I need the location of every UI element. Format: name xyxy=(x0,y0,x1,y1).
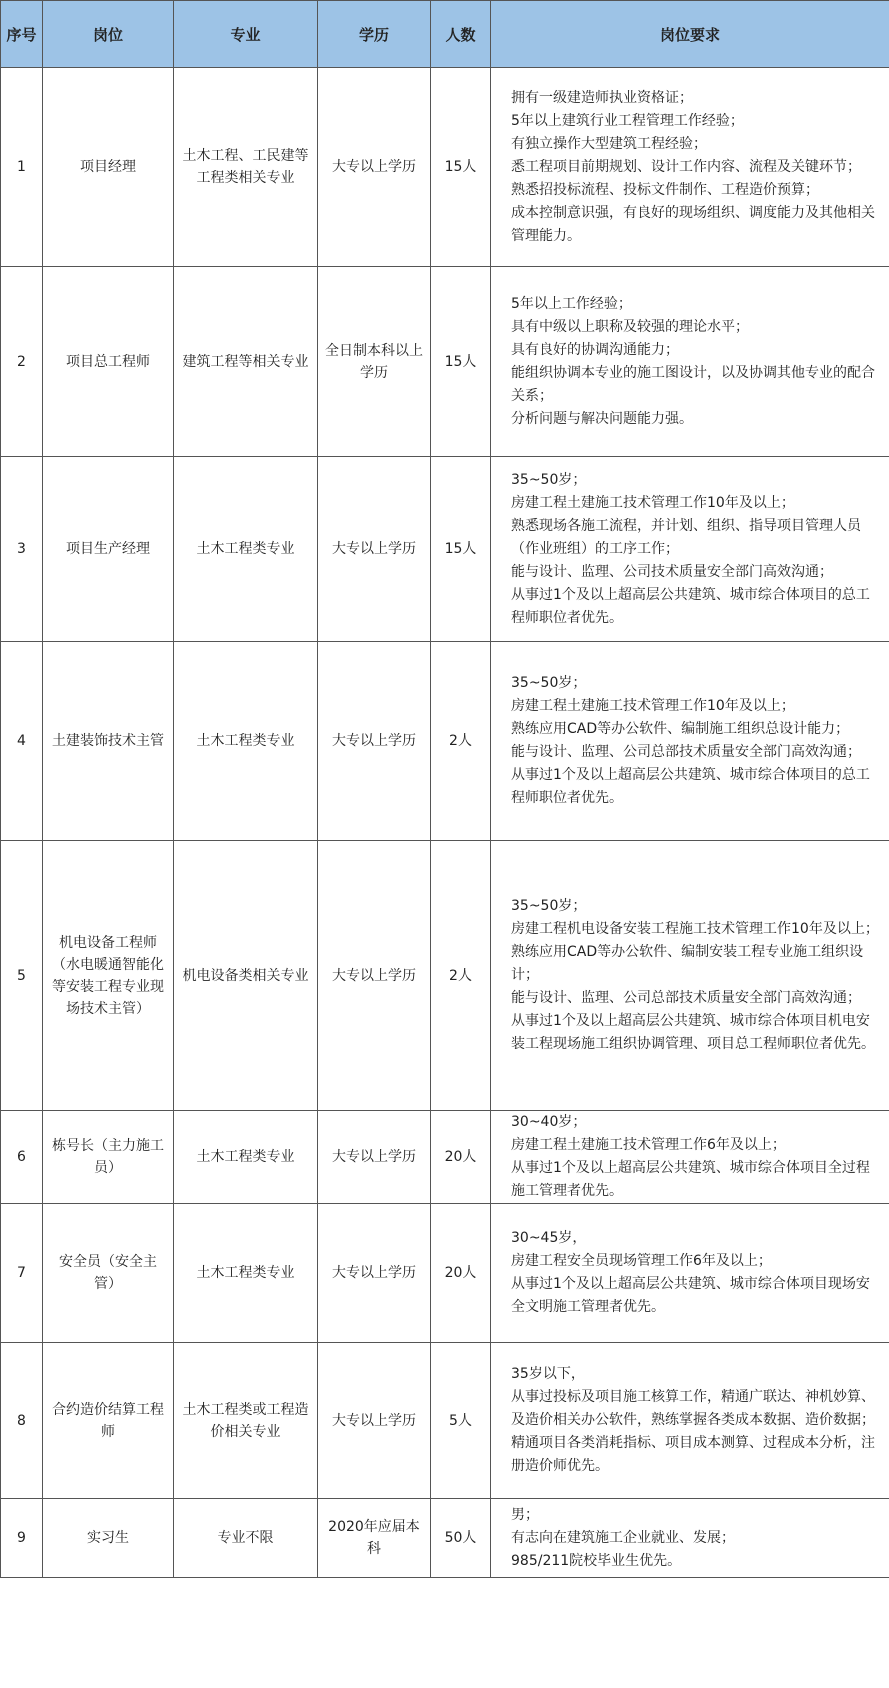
table-row xyxy=(1,841,889,1111)
table-row xyxy=(1,457,889,642)
requirement-line: 分析问题与解决问题能力强。 xyxy=(511,410,693,427)
cell-count: 20人 xyxy=(431,1204,491,1343)
cell-requirements xyxy=(491,68,889,267)
requirement-line: 成本控制意识强，有良好的现场组织、调度能力及其他相关管理能力。 xyxy=(511,204,875,244)
cell-major: 机电设备类相关专业 xyxy=(174,841,318,1111)
header-count: 人数 xyxy=(431,1,491,68)
cell-education: 大专以上学历 xyxy=(318,1204,431,1343)
requirement-line: 男； xyxy=(511,1506,539,1523)
requirement-line: 35~50岁； xyxy=(511,675,587,691)
cell-major: 土木工程类专业 xyxy=(174,1204,318,1343)
cell-education: 大专以上学历 xyxy=(318,841,431,1111)
requirement-line: 从事过投标及项目施工核算工作，精通广联达、神机妙算、及造价相关办公软件，熟练掌握各类成本数据、造价数据；精通项目各类消耗指标、项目成本测算、过程成本分析，注册造价师优先。 xyxy=(511,1389,875,1474)
requirement-line: 熟练应用CAD等办公软件、编制安装工程专业施工组织设计； xyxy=(511,944,864,983)
cell-no: 6 xyxy=(1,1111,43,1204)
cell-no: 3 xyxy=(1,457,43,642)
cell-requirements xyxy=(491,1111,889,1204)
cell-count: 15人 xyxy=(431,68,491,267)
cell-no: 8 xyxy=(1,1343,43,1499)
cell-requirements xyxy=(491,267,889,457)
table-row xyxy=(1,267,889,457)
cell-no: 7 xyxy=(1,1204,43,1343)
cell-no: 5 xyxy=(1,841,43,1111)
header-requirements: 岗位要求 xyxy=(491,1,889,68)
cell-major: 土木工程类专业 xyxy=(174,1111,318,1204)
cell-major: 专业不限 xyxy=(174,1499,318,1578)
cell-requirements xyxy=(491,642,889,841)
table-row xyxy=(1,1204,889,1343)
cell-position: 合约造价结算工程师 xyxy=(43,1343,174,1499)
cell-position: 机电设备工程师（水电暖通智能化等安装工程专业现场技术主管） xyxy=(43,841,174,1111)
requirement-line: 5年以上建筑行业工程管理工作经验； xyxy=(511,112,744,129)
cell-education: 大专以上学历 xyxy=(318,642,431,841)
requirement-line: 熟悉招投标流程、投标文件制作、工程造价预算； xyxy=(511,181,819,198)
cell-education: 全日制本科以上学历 xyxy=(318,267,431,457)
header-major: 专业 xyxy=(174,1,318,68)
requirement-line: 能组织协调本专业的施工图设计，以及协调其他专业的配合关系； xyxy=(511,364,875,404)
cell-requirements xyxy=(491,1499,889,1578)
cell-no: 9 xyxy=(1,1499,43,1578)
requirement-line: 能与设计、监理、公司总部技术质量安全部门高效沟通； xyxy=(511,744,861,760)
requirement-line: 悉工程项目前期规划、设计工作内容、流程及关键环节； xyxy=(511,158,861,175)
cell-count: 15人 xyxy=(431,267,491,457)
cell-education: 大专以上学历 xyxy=(318,1343,431,1499)
table-row xyxy=(1,642,889,841)
cell-count: 2人 xyxy=(431,642,491,841)
requirement-line: 熟悉现场各施工流程，并计划、组织、指导项目管理人员（作业班组）的工序工作； xyxy=(511,517,861,557)
cell-major: 土木工程类或工程造价相关专业 xyxy=(174,1343,318,1499)
requirement-line: 房建工程机电设备安装工程施工技术管理工作10年及以上； xyxy=(511,921,879,937)
requirement-line: 有志向在建筑施工企业就业、发展； xyxy=(511,1529,735,1546)
cell-requirements xyxy=(491,457,889,642)
requirement-line: 35~50岁； xyxy=(511,898,587,914)
requirement-line: 具有良好的协调沟通能力； xyxy=(511,341,679,358)
cell-requirements xyxy=(491,1204,889,1343)
cell-position: 实习生 xyxy=(43,1499,174,1578)
cell-requirements xyxy=(491,1343,889,1499)
cell-count: 15人 xyxy=(431,457,491,642)
requirement-line: 35~50岁； xyxy=(511,471,587,488)
table-row xyxy=(1,68,889,267)
requirement-line: 从事过1个及以上超高层公共建筑、城市综合体项目现场安全文明施工管理者优先。 xyxy=(511,1276,870,1315)
requirement-line: 能与设计、监理、公司总部技术质量安全部门高效沟通； xyxy=(511,990,861,1006)
cell-position: 项目经理 xyxy=(43,68,174,267)
cell-requirements xyxy=(491,841,889,1111)
cell-count: 50人 xyxy=(431,1499,491,1578)
requirement-line: 30~40岁； xyxy=(511,1114,587,1130)
requirement-line: 35岁以下， xyxy=(511,1366,585,1382)
requirement-line: 房建工程土建施工技术管理工作10年及以上； xyxy=(511,494,795,511)
requirement-line: 能与设计、监理、公司技术质量安全部门高效沟通； xyxy=(511,563,833,580)
cell-position: 项目总工程师 xyxy=(43,267,174,457)
cell-position: 栋号长（主力施工员） xyxy=(43,1111,174,1204)
table-row xyxy=(1,1499,889,1578)
cell-education: 大专以上学历 xyxy=(318,68,431,267)
cell-major: 土木工程类专业 xyxy=(174,642,318,841)
requirement-line: 从事过1个及以上超高层公共建筑、城市综合体项目的总工程师职位者优先。 xyxy=(511,586,870,626)
table-row xyxy=(1,1343,889,1499)
cell-count: 20人 xyxy=(431,1111,491,1204)
requirement-line: 985/211院校毕业生优先。 xyxy=(511,1552,682,1569)
requirement-line: 熟练应用CAD等办公软件、编制施工组织总设计能力； xyxy=(511,721,850,737)
cell-education: 大专以上学历 xyxy=(318,457,431,642)
cell-position: 项目生产经理 xyxy=(43,457,174,642)
requirement-line: 房建工程安全员现场管理工作6年及以上； xyxy=(511,1253,772,1269)
requirement-line: 30~45岁， xyxy=(511,1230,587,1246)
cell-count: 5人 xyxy=(431,1343,491,1499)
requirement-line: 从事过1个及以上超高层公共建筑、城市综合体项目全过程施工管理者优先。 xyxy=(511,1160,870,1199)
cell-education: 大专以上学历 xyxy=(318,1111,431,1204)
cell-no: 4 xyxy=(1,642,43,841)
requirement-line: 拥有一级建造师执业资格证； xyxy=(511,89,693,106)
table-row xyxy=(1,1111,889,1204)
requirement-line: 5年以上工作经验； xyxy=(511,295,632,312)
requirement-line: 从事过1个及以上超高层公共建筑、城市综合体项目的总工程师职位者优先。 xyxy=(511,767,870,806)
header-no: 序号 xyxy=(1,1,43,68)
header-position: 岗位 xyxy=(43,1,174,68)
cell-position: 土建装饰技术主管 xyxy=(43,642,174,841)
header-education: 学历 xyxy=(318,1,431,68)
cell-major: 土木工程类专业 xyxy=(174,457,318,642)
requirement-line: 房建工程土建施工技术管理工作10年及以上； xyxy=(511,698,795,714)
cell-major: 土木工程、工民建等工程类相关专业 xyxy=(174,68,318,267)
cell-no: 2 xyxy=(1,267,43,457)
cell-count: 2人 xyxy=(431,841,491,1111)
requirement-line: 具有中级以上职称及较强的理论水平； xyxy=(511,318,749,335)
requirement-line: 有独立操作大型建筑工程经验； xyxy=(511,135,707,152)
requirement-line: 从事过1个及以上超高层公共建筑、城市综合体项目机电安装工程现场施工组织协调管理、项目总工程师职位者优先。 xyxy=(511,1013,875,1052)
cell-position: 安全员（安全主管） xyxy=(43,1204,174,1343)
requirement-line: 房建工程土建施工技术管理工作6年及以上； xyxy=(511,1137,786,1153)
cell-education: 2020年应届本科 xyxy=(318,1499,431,1578)
cell-no: 1 xyxy=(1,68,43,267)
cell-major: 建筑工程等相关专业 xyxy=(174,267,318,457)
header-row xyxy=(1,1,889,68)
